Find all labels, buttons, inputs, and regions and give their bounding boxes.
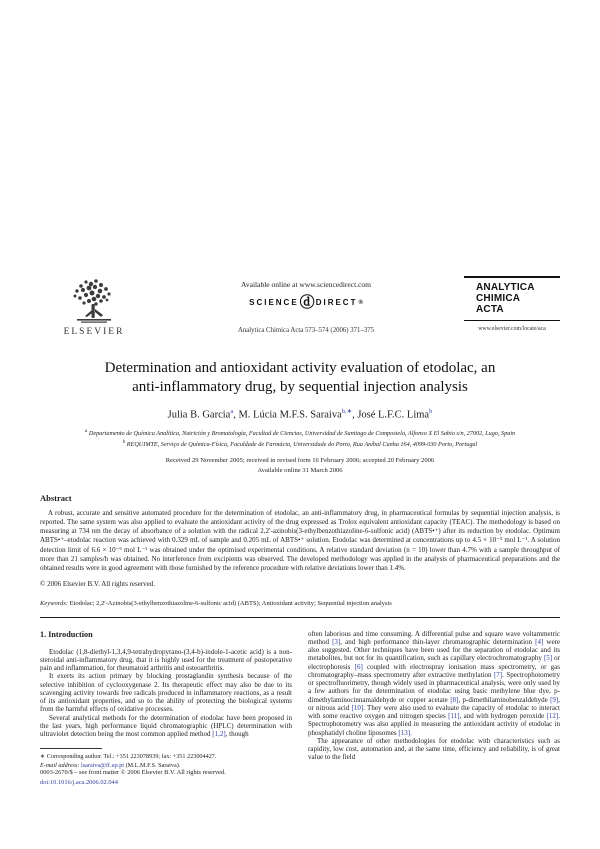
section-divider-rule <box>40 617 560 618</box>
issn-line: 0003-2670/$ – see front matter © 2006 Elsevier B.V. All rights reserved. <box>40 769 226 776</box>
imprint <box>40 768 226 787</box>
citation-ref[interactable]: [7] <box>493 670 503 679</box>
article-title <box>40 359 560 397</box>
author-separator: , <box>352 409 358 421</box>
citation-ref[interactable]: [6] <box>354 662 363 671</box>
section-heading-introduction: 1. Introduction <box>40 629 93 639</box>
body-paragraph: It exerts its action primary by blocking prostaglandin synthesis because of the selective inhibition of cyclooxygenase 2. Its therapeutic effect may also be due to its scavenging activity towards free radicals produced in inflammatory reactions, as a result of its antioxidant properties, and so to the ability of protecting the biological systems from the harmful effects of oxidative processes. <box>40 672 292 714</box>
keywords-line <box>40 600 560 607</box>
affiliation-marker: b <box>122 439 126 445</box>
citation-ref[interactable]: [5] <box>543 654 553 663</box>
registered-mark: ® <box>358 299 363 306</box>
keywords-text: Etodolac; 2,2′-Azinobis(3-ethylbenzothiazoline-6-sulfonic acid) (ABTS); Antioxidant activity; Sequential injection analysis <box>67 599 392 607</box>
author-affiliation-link[interactable]: b,∗ <box>341 408 353 416</box>
affiliations <box>40 428 560 449</box>
sciencedirect-logo-left: SCIENCE <box>249 298 299 307</box>
keywords-label: Keywords: <box>40 599 68 607</box>
footnote-rule <box>40 748 102 749</box>
elsevier-logo-text: ELSEVIER <box>63 327 125 337</box>
journal-title-line1: ANALYTICA <box>476 282 535 293</box>
author-affiliation-link[interactable]: b <box>429 408 433 416</box>
email-label: E-mail address: <box>40 761 80 769</box>
elsevier-tree-icon <box>40 276 148 326</box>
affiliation-b <box>40 439 560 450</box>
journal-cover-box <box>464 276 560 332</box>
elsevier-logo <box>40 276 148 337</box>
affiliation-text: REQUIMTE, Serviço de Química-Física, Faculdade de Farmácia, Universidade do Porto, Rua Aníbal Cunha 164, 4099-030 Porto, Portugal <box>125 440 478 448</box>
right-column <box>308 630 560 771</box>
article-header <box>40 276 560 337</box>
journal-title-line2: CHIMICA <box>476 292 521 304</box>
citation-ref[interactable]: [3] <box>332 637 341 646</box>
email-link[interactable]: lsaraiva@ff.up.pt <box>79 761 126 769</box>
citation-ref[interactable]: [8] <box>450 695 459 704</box>
copyright-line: © 2006 Elsevier B.V. All rights reserved. <box>40 580 156 589</box>
author-name: M. Lúcia M.F.S. Saraiva <box>238 409 342 421</box>
author-name: José L.F.C. Lima <box>357 409 430 421</box>
article-content <box>40 276 560 771</box>
affiliation-a <box>40 428 560 439</box>
journal-citation: Analytica Chimica Acta 573–574 (2006) 371–375 <box>237 327 375 334</box>
author-separator: , <box>233 409 239 421</box>
body-columns <box>40 630 560 771</box>
affiliation-text: Departamento de Química Analítica, Nutrición y Bromatología, Facultad de Ciencias, Universidad de Santiago de Compostela, Alfonso X El Sabio s/n, 27002, Lugo, Spain <box>87 429 516 437</box>
body-paragraph: Etodolac (1,8-diethyl-1,3,4,9-tetrahydropyrano-(3,4-b)-indole-1-acetic acid) is a non-steroidal anti-inflammatory drug, that it is highly used for the treatment of postoperative pain and inflammation, for rheumatoid arthritis and osteoarthritis. <box>40 647 292 673</box>
author-affiliation-link[interactable]: a <box>230 408 234 416</box>
citation-ref[interactable]: [9] <box>550 695 559 704</box>
author-list <box>40 407 560 421</box>
available-online-date: Available online 31 March 2006 <box>257 467 343 475</box>
received-dates: Received 29 November 2005; received in revised form 16 February 2006; accepted 20 February 2006 <box>165 457 435 465</box>
sciencedirect-at-icon: ⓓ <box>299 294 315 311</box>
abstract-heading: Abstract <box>40 492 72 503</box>
citation-ref[interactable]: [4] <box>535 637 544 646</box>
email-suffix: (M.L.M.F.S. Saraiva). <box>125 761 181 769</box>
left-column <box>40 630 292 771</box>
header-center <box>148 276 464 334</box>
journal-title-line3: ACTA <box>476 303 504 315</box>
doi-link[interactable]: doi:10.1016/j.aca.2006.02.044 <box>40 778 118 786</box>
author-name: Julia B. Garcia <box>167 409 231 421</box>
affiliation-marker: a <box>84 428 88 434</box>
citation-ref[interactable]: [13] <box>398 728 411 737</box>
body-paragraph: often laborious and time consuming. A differential pulse and square wave voltammetric method [3], and high performance thin-layer chromatographic determination [4] were also suggested. Other techniques have been used for the separation of etodolac and its metabolites, but not for its quantification, such as capillary electrochromatography [5] or electrophoresis [6] coupled with electrospray ionisation mass spectrometry, or gas chromatography–mass spectrometry after extractive methylation [7]. Spectrophotometry or spectrofluorimetry, though widely used in pharmaceutical analysis, were only used by a few authors for the determination of etodolac using basic methylene blue dye, p-dimethylaminocinnamaldehyde or cupper acetate [8], p-dimethilaminobenzaldehyde [9], or nitrous acid [10]. They were also used to evaluate the capacity of etodolac to interact with some reactive oxygen and nitrogen species [11], and with hydrogen peroxide [12]. Spectrophotometry was also applied in measuring the antioxidant activity of etodolac in phosphatidyl choline liposomes [13]. <box>308 629 561 737</box>
body-paragraph: The appearance of other methodologies for etodolac with characteristics such as rapidity, low cost, automation and, at the same time, efficiency and reliability, is of great value to the field <box>308 736 560 762</box>
citation-ref[interactable]: [11] <box>448 712 460 721</box>
article-history <box>40 456 560 476</box>
article-title-line1: Determination and antioxidant activity evaluation of etodolac, an <box>104 360 496 376</box>
citation-ref[interactable]: [10] <box>351 703 364 712</box>
journal-title-box <box>464 276 560 321</box>
sciencedirect-logo-right: DIRECT <box>315 298 358 307</box>
journal-title <box>476 283 560 315</box>
abstract-text: A robust, accurate and sensitive automated procedure for the determination of etodolac, an anti-inflammatory drug, in pharmaceutical formulas by sequential injection analysis, is reported. The same system was also applied to evaluate the antioxidant activity of the drug expressed as Trolox equivalent antioxidant capacity (TEAC). The methodology is based on measuring at 734 nm the decay of absorbance of a solution with the radical 2,2′-azinobis(3-ethylbenzothiazoline-6-sulfonic acid) (ABTS•⁺) after its reduction by etodolac. Optimum ABTS•⁺–etodolac reaction was achieved with 0.329 mL of sample and 0.205 mL of ABTS•⁺ solution. Etodolac was determined at concentrations up to 4.5 × 10⁻⁵ mol L⁻¹. A solution detection limit of 6.6 × 10⁻⁶ mol L⁻¹ was obtained under the optimised experimental conditions. A relative standard deviation (n = 10) lower than 4.7% with a sample throughput of more than 21 samples/h was obtained. No interference from excipients was observed. The developed methodology was applied in the analysis of pharmaceutical preparations and the obtained results were in good agreement with those furnished by the reference procedure with relative deviations lower than 1.4%. <box>40 508 560 573</box>
article-title-line2: anti-inflammatory drug, by sequential injection analysis <box>132 379 468 396</box>
sciencedirect-logo[interactable] <box>249 292 363 313</box>
body-paragraph: Several analytical methods for the determination of etodolac have been proposed in the last years, high performance liquid chromatographic (HPLC) determination with ultraviolet detection being the most common applied method [1,2], though <box>40 713 292 739</box>
citation-ref[interactable]: [12] <box>546 712 559 721</box>
journal-homepage-url[interactable]: www.elsevier.com/locate/aca <box>478 326 546 333</box>
citation-ref[interactable]: [1,2] <box>212 730 226 739</box>
corresponding-author-text: ∗ Corresponding author. Tel.: +351 223078939; fax: +351 223004427. <box>40 753 217 761</box>
available-online-text[interactable]: Available online at www.sciencedirect.com <box>241 280 371 289</box>
